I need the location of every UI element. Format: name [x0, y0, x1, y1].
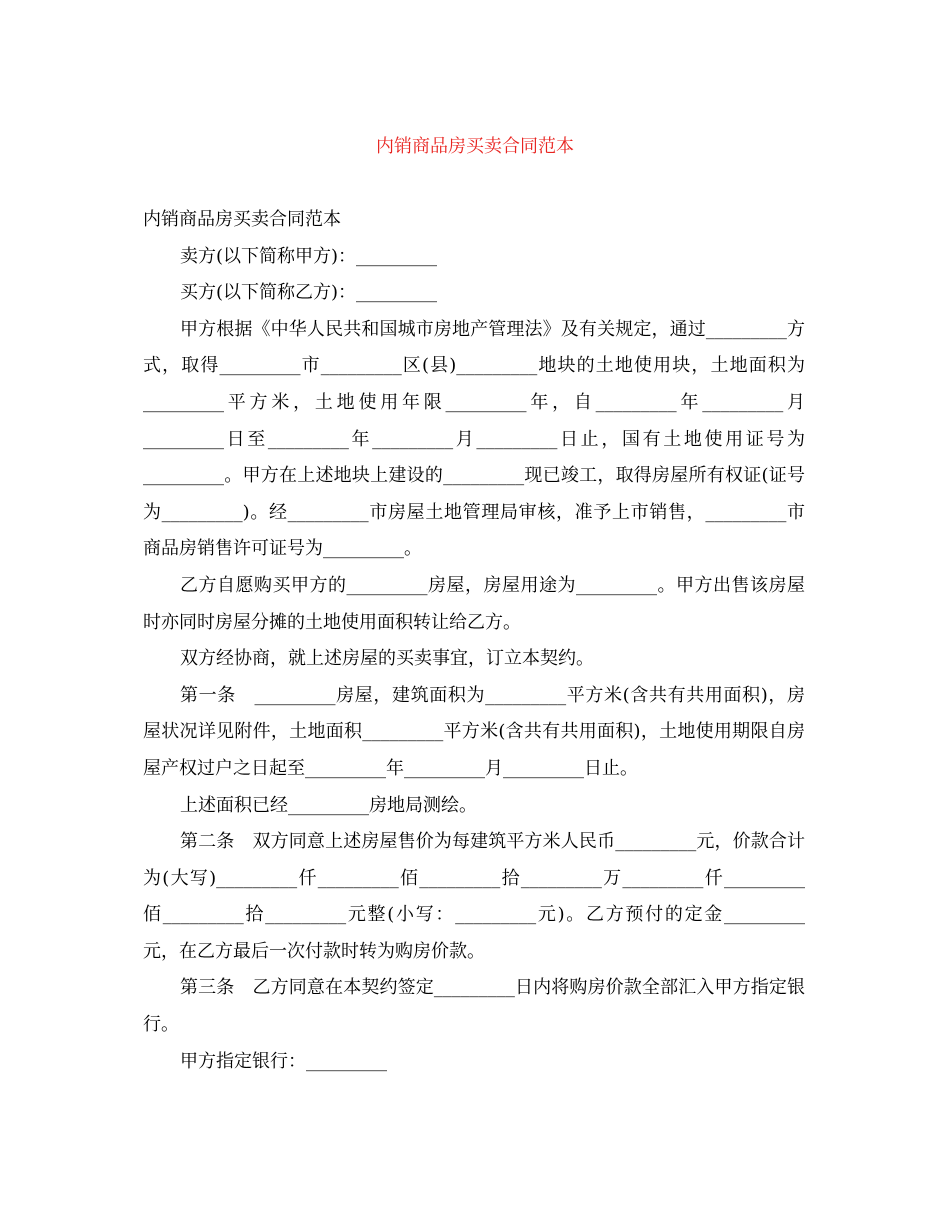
- article-one: 第一条 _________房屋，建筑面积为_________平方米(含共有共用面积)，房屋状况详见附件，土地面积_________平方米(含共有共用面积)，土地使用期限自房屋产权过户之日起至_________年_________月_________日止。: [143, 684, 805, 779]
- purchase-paragraph: 乙方自愿购买甲方的_________房屋，房屋用途为_________。甲方出售该房屋时亦同时房屋分摊的土地使用面积转让给乙方。: [143, 574, 805, 633]
- document-title: 内销商品房买卖合同范本: [376, 136, 574, 157]
- survey-paragraph: 上述面积已经_________房地局测绘。: [180, 794, 477, 816]
- document-body: [143, 202, 805, 1080]
- article-three: 第三条 乙方同意在本契约签定_________日内将购房价款全部汇入甲方指定银行。: [143, 977, 805, 1036]
- designated-bank-line: 甲方指定银行：_________: [180, 1050, 387, 1072]
- buyer-line: 买方(以下简称乙方)：_________: [180, 282, 438, 304]
- subtitle-paragraph: 内销商品房买卖合同范本: [143, 209, 341, 230]
- seller-line: 卖方(以下简称甲方)：_________: [180, 245, 438, 267]
- agreement-paragraph: 双方经协商，就上述房屋的买卖事宜，订立本契约。: [180, 648, 594, 670]
- article-two: 第二条 双方同意上述房屋售价为每建筑平方米人民币_________元，价款合计为(大写)_________仟_________佰_________拾_________万_________仟_________佰_________拾_________元整(小写：_________元)。乙方预付的定金_________元，在乙方最后一次付款时转为购房价款。: [143, 831, 805, 962]
- land-use-paragraph: 甲方根据《中华人民共和国城市房地产管理法》及有关规定，通过_________方式，取得_________市_________区(县)_________地块的土地使用块，土地面积为_________平方米，土地使用年限_________年，自_________年_________月_________日至_________年_________月_________日止，国有土地使用证号为_________。甲方在上述地块上建设的_________现已竣工，取得房屋所有权证(证号为_________)。经_________市房屋土地管理局审核，准予上市销售，_________市商品房销售许可证号为_________。: [143, 318, 805, 560]
